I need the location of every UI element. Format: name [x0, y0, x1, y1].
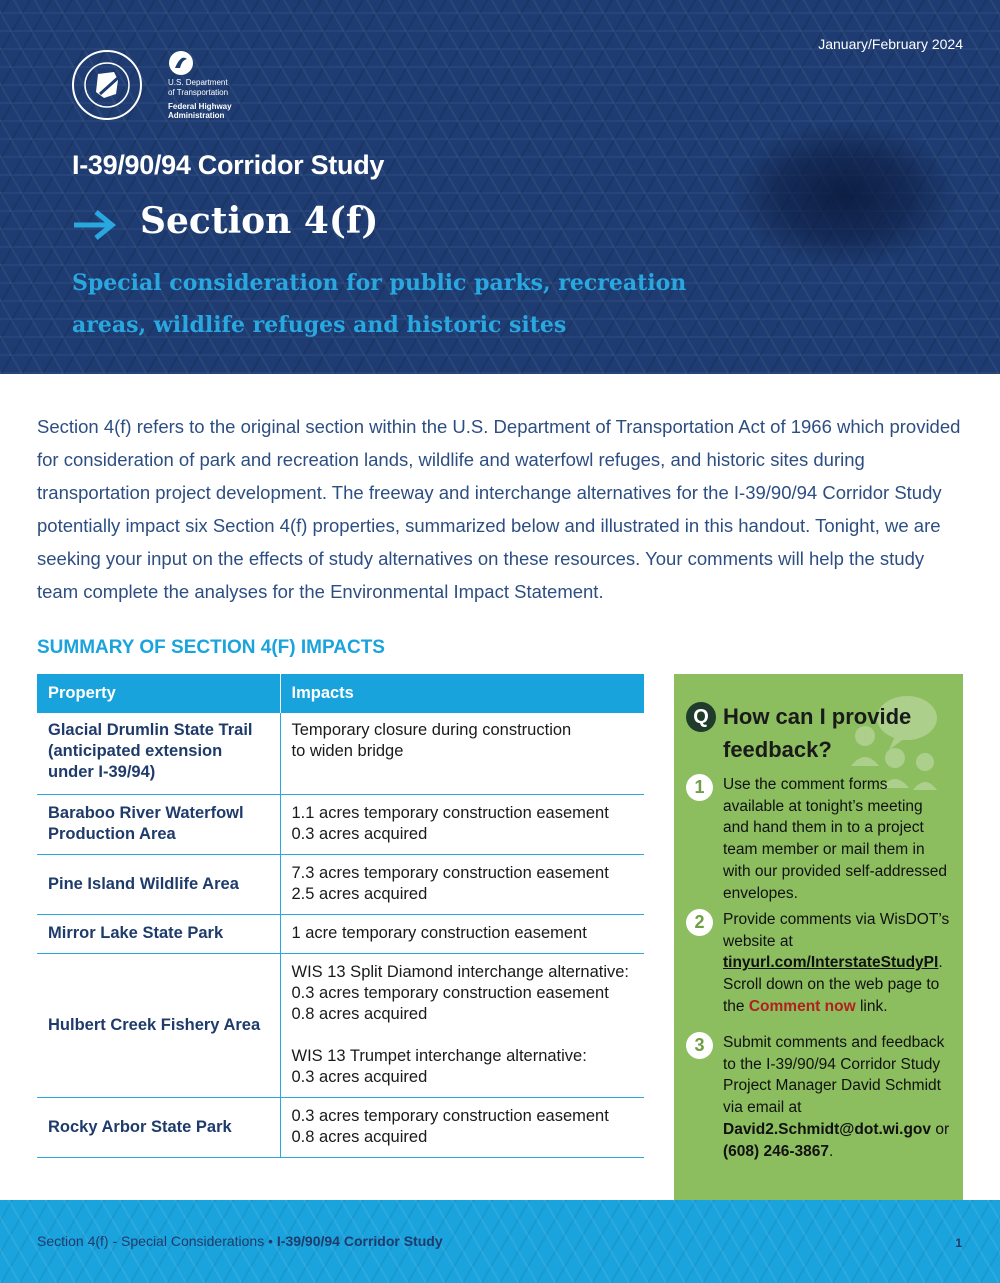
table-row	[37, 1097, 644, 1157]
page-number: 1	[955, 1236, 962, 1250]
feedback-box	[674, 674, 963, 1202]
property-cell: Mirror Lake State Park	[37, 914, 280, 953]
property-cell: Hulbert Creek Fishery Area	[37, 953, 280, 1097]
contact-phone[interactable]: (608) 246-3867	[723, 1142, 829, 1160]
footer-bar	[0, 1200, 1000, 1283]
website-link[interactable]: tinyurl.com/InterstateStudyPI	[723, 954, 939, 972]
property-cell: Rocky Arbor State Park	[37, 1097, 280, 1157]
wisdot-logo-icon	[70, 48, 144, 122]
impacts-cell: WIS 13 Split Diamond interchange alternative: 0.3 acres temporary construction easement 0.8 acres acquired WIS 13 Trumpet interchange alternative: 0.3 acres acquired	[280, 953, 644, 1097]
header-banner	[0, 0, 1000, 374]
impacts-cell: 0.3 acres temporary construction easement 0.8 acres acquired	[280, 1097, 644, 1157]
spacer	[292, 1025, 634, 1046]
header-shadow-decoration	[730, 120, 960, 270]
property-cell: Pine Island Wildlife Area	[37, 854, 280, 914]
issue-date: January/February 2024	[818, 36, 963, 52]
impacts-cell: Temporary closure during construction to widen bridge	[280, 713, 644, 794]
col-header-impacts: Impacts	[280, 674, 644, 713]
footer-text: Section 4(f) - Special Considerations • I-39/90/94 Corridor Study	[37, 1233, 443, 1249]
comment-now-text: Comment now	[748, 997, 856, 1015]
impacts-cell: 7.3 acres temporary construction easement 2.5 acres acquired	[280, 854, 644, 914]
feedback-title: How can I provide feedback?	[723, 704, 912, 762]
impacts-table	[37, 674, 644, 1158]
property-cell: Baraboo River Waterfowl Production Area	[37, 794, 280, 854]
step-number: 2	[686, 909, 713, 936]
step-text: Provide comments via WisDOT’s website at tinyurl.com/InterstateStudyPI. Scroll down on the web page to the Comment now link.	[723, 911, 950, 1015]
section-title: Section 4(f)	[140, 200, 379, 242]
usdot-fhwa-logo	[168, 50, 232, 120]
table-row	[37, 794, 644, 854]
impacts-cell: 1.1 acres temporary construction easement 0.3 acres acquired	[280, 794, 644, 854]
col-header-property: Property	[37, 674, 280, 713]
step-text: Use the comment forms available at tonight’s meeting and hand them in to a project team member or mail them in with our provided self-addressed envelopes.	[723, 776, 948, 902]
study-title: I-39/90/94 Corridor Study	[72, 150, 385, 180]
question-icon: Q	[686, 702, 716, 732]
step-number: 3	[686, 1032, 713, 1059]
usdot-emblem-icon	[168, 50, 194, 76]
intro-paragraph: Section 4(f) refers to the original section within the U.S. Department of Transportation Act of 1966 which provided for consideration of park and recreation lands, wildlife and waterfowl refuges, and historic sites during transportation project development. The freeway and interchange alternatives for the I-39/90/94 Corridor Study potentially impact six Section 4(f) properties, summarized below and illustrated in this handout. Tonight, we are seeking your input on the effects of study alternatives on these resources. Your comments will help the study team complete the analyses for the Environmental Impact Statement.	[37, 416, 961, 602]
header-subtitle: Special consideration for public parks, recreation areas, wildlife refuges and historic sites	[72, 270, 687, 338]
summary-heading: SUMMARY OF SECTION 4(F) IMPACTS	[37, 637, 385, 658]
usdot-name: U.S. Department of Transportation	[168, 78, 229, 97]
table-row	[37, 713, 644, 794]
contact-email[interactable]: David2.Schmidt@dot.wi.gov	[723, 1120, 932, 1138]
table-row	[37, 953, 644, 1097]
step-text: Submit comments and feedback to the I-39/90/94 Corridor Study Project Manager David Schmidt via email at David2.Schmidt@dot.wi.gov or (608) 246-3867.	[723, 1034, 950, 1160]
table-row	[37, 914, 644, 953]
fhwa-name: Federal Highway Administration	[168, 102, 232, 120]
footer-study-name: I-39/90/94 Corridor Study	[276, 1233, 443, 1249]
table-row	[37, 854, 644, 914]
impacts-cell: 1 acre temporary construction easement	[280, 914, 644, 953]
step-number: 1	[686, 774, 713, 801]
property-cell: Glacial Drumlin State Trail (anticipated extension under I-39/94)	[37, 713, 280, 794]
arrow-right-icon	[72, 208, 118, 242]
table-header-row	[37, 674, 644, 713]
